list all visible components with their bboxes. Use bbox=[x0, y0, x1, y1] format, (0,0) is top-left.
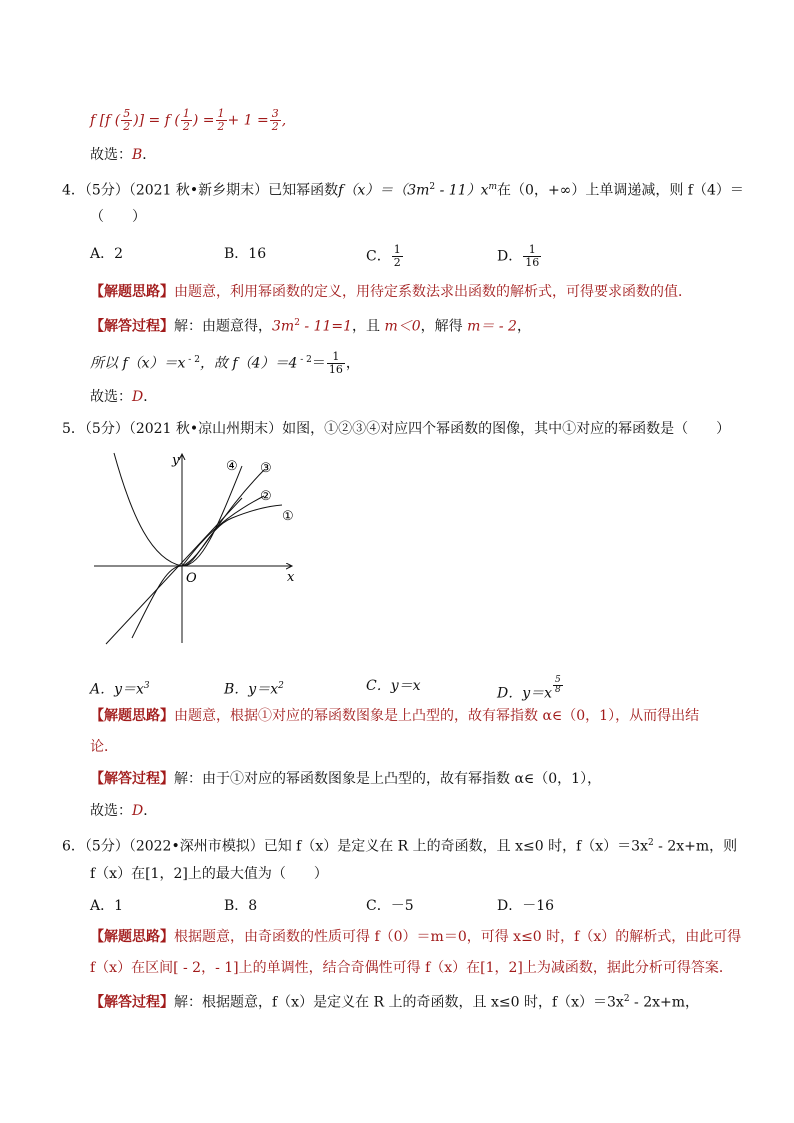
question-4-paren: （ ） bbox=[90, 209, 146, 225]
eq-part: + 1 = bbox=[227, 112, 269, 129]
equation-line bbox=[90, 108, 286, 133]
q6-idea-cont: f（x）在区间[ - 2，- 1]上的单调性，结合奇偶性可得 f（x）在[1，2]上为减函数，据此分析可得答案． bbox=[90, 960, 733, 976]
eq-part: f [f ( bbox=[90, 112, 121, 129]
line-curve bbox=[106, 498, 242, 644]
q4-so: 所以 f（x）＝x $^{- 2}$，故 f（4）＝4 $^{- 2}$＝ $\frac{1}{16}$ ， bbox=[90, 350, 360, 377]
option-a: A．$y=x^3$ bbox=[90, 681, 150, 698]
q5-idea-cont: 论． bbox=[90, 739, 118, 755]
curve-4 bbox=[114, 453, 242, 566]
option-d: D．－16 bbox=[497, 898, 555, 914]
fraction: $\frac{5}{2}$ bbox=[123, 107, 131, 133]
x-axis-label: x bbox=[287, 570, 295, 585]
q4-process: 【解答过程】解：由题意得，$3m^2 - 11=1$，且 m＜0，解得 m＝ - 2， bbox=[90, 318, 531, 335]
option-c: C．－5 bbox=[366, 898, 414, 914]
option-b: B．8 bbox=[224, 898, 258, 914]
option-b: B．16 bbox=[224, 246, 267, 262]
curve-1 bbox=[132, 505, 282, 638]
curve-label-4: ④ bbox=[226, 459, 238, 474]
question-6-stem: 6．（5分）（2022•深州市模拟）已知 f（x）是定义在 R 上的奇函数，且 x≤0 时，$f(x)=3x^2 - 2x+m$，则 bbox=[62, 838, 738, 855]
power-function-graph bbox=[92, 448, 312, 648]
q6-idea: 【解题思路】根据题意，由奇函数的性质可得 f（0）＝m＝0，可得 x≤0 时，f（x）的解析式，由此可得 bbox=[90, 929, 742, 945]
question-5-stem: 5．（5分）（2021 秋•凉山州期末）如图，①②③④对应四个幂函数的图像，其中①对应的幂函数是（ ） bbox=[62, 421, 731, 437]
answer-line: 故选：B． bbox=[90, 147, 157, 163]
q5-process: 【解答过程】解：由于①对应的幂函数图象是上凸型的，故有幂指数 α∈（0，1）， bbox=[90, 771, 602, 787]
q5-idea: 【解题思路】由题意，根据①对应的幂函数图象是上凸型的，故有幂指数 α∈（0，1），从而得出结 bbox=[90, 708, 700, 724]
q6-process: 【解答过程】解：根据题意，f（x）是定义在 R 上的奇函数，且 x≤0 时，$f(x)=3x^2 - 2x+m$， bbox=[90, 994, 700, 1011]
option-d: D． $\frac{1}{16}$ bbox=[497, 243, 540, 269]
option-a: A．1 bbox=[90, 898, 124, 914]
q4-idea: 【解题思路】由题意，利用幂函数的定义，用待定系数法求出函数的解析式，可得要求函数的值． bbox=[90, 284, 692, 300]
curve-label-1: ① bbox=[282, 509, 294, 524]
option-c: C．y＝x bbox=[366, 678, 421, 694]
option-a: A．2 bbox=[90, 246, 124, 262]
curve-label-2: ② bbox=[260, 489, 272, 504]
option-c: C． $\frac{1}{2}$ bbox=[366, 243, 401, 269]
fraction: $\frac{1}{2}$ bbox=[217, 107, 225, 133]
option-b: B．$y=x^2$ bbox=[224, 681, 284, 698]
eq-part: ) = bbox=[192, 112, 215, 129]
eq-part: )] = f ( bbox=[133, 112, 180, 129]
fraction: $\frac{1}{2}$ bbox=[182, 107, 190, 133]
q4-answer: 故选：D． bbox=[90, 389, 158, 405]
q5-answer: 故选：D． bbox=[90, 803, 158, 819]
fraction: $\frac{3}{2}$ bbox=[271, 107, 279, 133]
origin-label: O bbox=[186, 571, 197, 586]
eq-part: , bbox=[281, 112, 287, 129]
question-6-stem-cont: f（x）在[1，2]上的最大值为（ ） bbox=[90, 866, 328, 882]
curve-2 bbox=[182, 496, 264, 566]
option-d: D．y＝x $\frac{5}{8}$ bbox=[497, 675, 561, 702]
question-4-stem: 4．（5分）（2021 秋•新乡期末）已知幂函数$f(x)=(3m^2 - 11)x^m$在（0，+∞）上单调递减，则 f（4）＝ bbox=[62, 182, 744, 199]
curve-label-3: ③ bbox=[260, 461, 272, 476]
y-axis-label: y bbox=[172, 453, 180, 468]
